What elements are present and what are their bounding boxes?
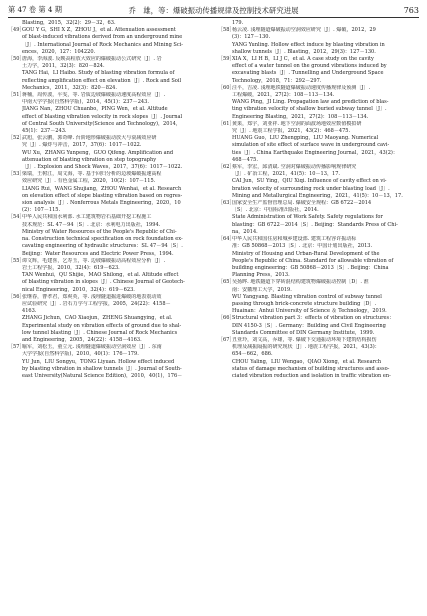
reference-entry	[218, 279, 419, 315]
reference-line: 654－662，686.	[232, 351, 273, 358]
reference-line: nical Engineering，2010，32(4)：619－623.	[22, 286, 135, 293]
reference-number: ［62］	[218, 164, 235, 171]
reference-number: ［49］	[8, 27, 25, 34]
reference-text	[22, 92, 209, 135]
reference-line: 国家安全生产监督管理总局. 爆破安全规程：GB 6722－2014	[232, 200, 372, 207]
reference-line: ［J］. 矿冶工程，2021，41(5)：10－13，17.	[232, 171, 341, 178]
reference-number: ［67］	[218, 336, 235, 343]
reference-line: 吴扬晔. 地铁隧道下穿砖混结构建筑物爆破振动控制［D］. 淮	[232, 279, 369, 286]
reference-line: 黄果，郑宇，刘亚祥. 地下空洞的面波场地效应数值模拟研	[232, 120, 362, 127]
reference-line: Engineering Blasting，2021，27(2)：108－113－134.	[232, 113, 369, 120]
reference-line: TANG Hai，LI Haibo. Study of blasting vibration formula of	[22, 70, 175, 77]
reference-line: Standards Committee of DIN Germany Institute，1999.	[232, 329, 375, 336]
reference-number: ［52］	[8, 135, 25, 142]
reference-text	[232, 121, 419, 164]
reference-line: 杨云凌. 浅埋隧道爆破振动空洞效应研究［J］. 爆破，2012，29	[232, 27, 376, 34]
reference-line: YU Jun，LIU Songyu，TONG Liyuan. Hollow effect induced	[22, 358, 175, 365]
reference-number: ［54］	[8, 214, 25, 221]
reference-number: ［56］	[8, 293, 25, 300]
reference-line: simulation of site effect of surface wave in underground cavi-	[232, 142, 390, 149]
page-number: 763	[403, 5, 419, 15]
reference-text	[232, 85, 419, 121]
reference-line: JIANG Nan，ZHOU Chuanbo，PING Wen，et al. Altitude	[22, 106, 168, 113]
reference-entry	[218, 121, 419, 164]
reference-line: GOU Y G，SHI X Z，ZHOU J，et al. Attenuation assessment	[22, 27, 176, 34]
reference-entry	[218, 164, 419, 200]
reference-entry	[8, 135, 209, 171]
reference-line: blasting：GB 6722－2014［S］. Beijing：Standards Press of Chi-	[232, 221, 398, 228]
reference-line: 究［J］. 地震工程学报，2021，43(2)：468－475.	[232, 128, 351, 135]
reference-number: ［50］	[8, 56, 25, 63]
reference-line: 45(1)：237－243.	[22, 128, 67, 135]
reference-line: east University(Natural Science Edition)，2010，40(1)，176－	[22, 372, 183, 379]
reference-entry	[218, 85, 419, 121]
reference-text	[22, 135, 209, 171]
reference-line: 唐海，李海波. 反映高程放大效应的爆破振动公式研究［J］. 岩	[22, 56, 162, 63]
reference-continuation: Blasting，2015，32(2)：29－32，63.	[22, 20, 116, 26]
reference-number: ［55］	[8, 257, 25, 264]
reference-line: status of damage mechanism of building structures and asso-	[232, 365, 390, 372]
reference-line: na，2014.	[232, 228, 258, 235]
reference-line: 中华人民共和国水利部. 水工建筑物岩石基础开挖工程施工	[22, 214, 152, 221]
running-title: 乔 雄，等：爆破振动传播规律及控制技术研究进展	[128, 5, 299, 15]
reference-line: 武旭，张云鹏，郭奇峰. 台阶地形爆破振动放大与衰减效应研	[22, 135, 157, 142]
reference-line: 南：安徽理工大学，2019.	[232, 286, 292, 293]
reference-line: 中南大学学报(自然科学版)，2014，45(1)：237－243.	[22, 99, 149, 106]
reference-line: 喻军，刘松玉，童立元. 浅埋隧道爆破振动空洞效应［J］. 东南	[22, 344, 162, 351]
reference-line: na. Construction technical specification on rock foundation ex-	[22, 236, 183, 243]
reference-number: ［58］	[218, 27, 235, 34]
reference-line: 汪平，吉凌. 浅埋地铁隧道爆破振动速度传播规律及预测［J］.	[232, 84, 371, 91]
reference-text	[232, 337, 419, 380]
reference-entry	[8, 56, 209, 92]
reference-text	[22, 171, 209, 214]
reference-line: ZHANG Jichun，CAO Xiaojun，ZHENG Shuangying，et al.	[22, 315, 173, 322]
reference-line: CHOU Yaling，LIU Wengao，QIAO Xiong，et al. Research	[232, 358, 382, 365]
reference-number: ［61］	[218, 120, 235, 127]
reference-line: (3)：127－130.	[232, 34, 271, 41]
reference-line: 中华人民共和国住房和城乡建设部. 建筑工程容许振动标	[232, 236, 357, 243]
reference-line: 蔡军，李宏，邱清斌. 空洞对爆破振动传播影响规律研究	[232, 164, 357, 171]
reference-line: effect of blasting vibration velocity in rock slopes［J］. Journal	[22, 113, 183, 120]
reference-line: 大学学报(自然科学版)，2010，40(1)：176－179.	[22, 351, 139, 358]
reference-entry	[8, 344, 209, 380]
reference-line: ting vibration velocity of shallow buried subway tunnel［J］.	[232, 106, 387, 113]
reference-line: 梁瑞，王树江，周文海，等. 基于回归分析的边坡爆破振速高程	[22, 171, 162, 178]
reference-line: YANG Yunling. Hollow effect induce by blasting vibration in	[232, 41, 385, 48]
reference-entry	[8, 171, 209, 214]
volume-issue: 第 47 卷 第 4 期	[8, 5, 62, 14]
reference-entry	[218, 200, 419, 236]
reference-text	[22, 214, 209, 257]
reference-line: Mechanics，2011，32(3)：820－824.	[22, 84, 117, 91]
reference-line: building engineering：GB 50868－2013［S］. Beijing：China	[232, 264, 389, 271]
reference-text	[22, 56, 209, 92]
reference-line: DIN 4150-3［S］. Germany：Building and Civil Engineering	[232, 322, 386, 329]
reference-text	[232, 200, 419, 236]
reference-line: 丑亚玲，刘文高，乔雄，等. 爆破下交通振动环境下建筑结构损伤	[232, 336, 377, 343]
reference-line: of blasting vibration in slopes［J］. Chinese Journal of Geotech-	[22, 279, 185, 286]
reference-number: ［53］	[8, 171, 25, 178]
reference-line: ［J］. International Journal of Rock Mechanics and Mining Sci-	[22, 41, 184, 48]
left-column	[8, 20, 209, 380]
reference-line: reflecting amplification effect on elevation［J］. Rock and Soil	[22, 77, 182, 84]
reference-line: 技术规范：SL 47－94［S］. 北京：水利电力出版社，1994.	[22, 221, 161, 228]
reference-line: Huainan：Anhui University of Science ＆ Technology，2019.	[232, 308, 387, 315]
reference-text	[22, 344, 209, 380]
reference-line: (2)：107－115.	[22, 207, 61, 214]
reference-text	[232, 279, 419, 315]
reference-line: bration velocity of surrounding rock under blasting load［J］.	[232, 185, 390, 192]
reference-line: 岩土工程学报，2010，32(4)：619－623.	[22, 264, 120, 271]
reference-text	[232, 164, 419, 200]
reference-line: shallow tunnels［J］. Blasting，2012，29(3)：127－130.	[232, 48, 376, 55]
reference-number: ［57］	[8, 344, 25, 351]
reference-entry	[218, 56, 419, 85]
reference-line: of Central South University(Science and Technology)，2014，	[22, 120, 181, 127]
reference-line: 工程爆破，2021，27(2)：108－113－134.	[232, 92, 335, 99]
reference-entry	[8, 214, 209, 257]
reference-line: TAN Wenhui，QU Shijie，MAO Shilong，et al. Altitude effect	[22, 272, 179, 279]
reference-line: People's Republic of China. Standard for allowable vibration of	[232, 257, 394, 264]
reference-number: ［65］	[218, 279, 235, 286]
reference-line: and Engineering，2005，24(22)：4158－4163.	[22, 336, 142, 343]
reference-entry	[218, 337, 419, 380]
reference-text	[22, 258, 209, 294]
reference-line: ciated vibration reduction and isolation in traffic vibration en-	[232, 372, 391, 379]
reference-line: XIA X，LI H B，LI J C，et al. A case study on the cavity	[232, 56, 374, 63]
reference-number: ［66］	[218, 315, 235, 322]
reference-line: ［J］. Explosion and Shock Waves，2017，37(6)：1017－1022.	[22, 164, 183, 171]
reference-line: WU Xu，ZHANG Yunpeng，GUO Qifeng. Amplification and	[22, 149, 174, 156]
reference-line: Beijing：Water Resources and Electric Power Press，1994.	[22, 250, 174, 257]
reference-line: 468－475.	[232, 156, 258, 163]
reference-text	[232, 56, 419, 85]
reference-line: sion analysis［J］. Nonferrous Metals Engineering，2020，10	[22, 200, 181, 207]
reference-line: 效应研究［J］. 有色金属工程，2020，10(2)：107－115.	[22, 178, 156, 185]
reference-number: ［59］	[218, 56, 235, 63]
reference-line: CAI Jun，SU Ying，QIU Xiqi. Influence of cavity effect on vi-	[232, 178, 387, 185]
reference-line: cavating engineering of hydraulic structures：SL 47－94［S］.	[22, 243, 183, 250]
reference-line: 张继春，曹孝君，郑爽英，等. 浅埋隧道掘进爆破的地表震动效	[22, 293, 162, 300]
reference-line: Experimental study on vibration effects of ground due to shal-	[22, 322, 182, 329]
reference-line: WANG Ping，JI Ling. Propagation law and prediction of blas-	[232, 99, 389, 106]
reference-entry	[8, 27, 209, 56]
reference-line: State Administration of Work Safety. Safety regulations for	[232, 214, 383, 221]
reference-entry	[218, 27, 419, 56]
reference-line: Mining and Metallurgical Engineering，2021，41(5)：10－13，17.	[232, 192, 403, 199]
reference-text	[22, 27, 209, 56]
reference-entry	[8, 294, 209, 344]
reference-line: LIANG Rui，WANG Shujiang，ZHOU Wenhai，et al. Research	[22, 185, 182, 192]
reference-entry	[8, 258, 209, 294]
reference-line: 究［J］. 爆炸与冲击，2017，37(6)：1017－1022.	[22, 142, 142, 149]
reference-line: Ministry of Housing and Urban-Rural Development of the	[232, 250, 380, 257]
reference-line: ties［J］. China Earthquake Engineering Journal，2021，43(2)：	[232, 149, 398, 156]
reference-line: 4163.	[22, 308, 37, 315]
reference-line: 蒋楠，周传波，平雯，等. 岩质边坡爆破振动速度高程效应［J］.	[22, 92, 166, 99]
reference-line: excavating blasts［J］. Tunnelling and Underground Space	[232, 70, 384, 77]
reference-entry	[218, 315, 419, 337]
reference-line: 谭文辉，毛建喜，乞寿玉，等. 边坡爆破振动高程效应分析［J］.	[22, 257, 166, 264]
reference-line: Technology，2018，71：292－297.	[232, 77, 322, 84]
reference-line: HUANG Guo，LIU Zhengping，LIU Maoyang. Numerical	[232, 135, 379, 142]
reference-line: 土力学，2011，32(3)：820－824.	[22, 63, 105, 70]
reference-line: Planning Press，2013.	[232, 272, 290, 279]
reference-text	[232, 315, 419, 337]
reference-continuation: 179.	[232, 20, 244, 26]
reference-line: on elevation effect of slope blasting vibration based on regres-	[22, 192, 183, 199]
reference-entry	[218, 236, 419, 279]
reference-line: attenuation of blasting vibration on step topography	[22, 156, 157, 163]
reference-number: ［51］	[8, 92, 25, 99]
reference-line: by blasting vibration in shallow tunnels［J］. Journal of South-	[22, 365, 182, 372]
reference-number: ［63］	[218, 200, 235, 207]
reference-line: 准：GB 50868－2013［S］. 北京：中国计划出版社，2013.	[232, 243, 373, 250]
reference-number: ［64］	[218, 236, 235, 243]
reference-line: passing through brick-concrete structure building［D］.	[232, 300, 377, 307]
reference-entry	[8, 92, 209, 135]
reference-line: ［S］. 北京：中国标准出版社，2014.	[232, 207, 319, 214]
reference-line: low tunnel blasting［J］. Chinese Journal of Rock Mechanics	[22, 329, 178, 336]
reference-line: 应试验研究［J］. 岩石力学与工程学报，2005，24(22)：4158－	[22, 300, 171, 307]
reference-line: 机理及减振隔振的研究现状［J］. 地震工程学报，2021，43(3)：	[232, 344, 380, 351]
running-header	[8, 3, 419, 18]
reference-line: Ministry of Water Resources of the People's Republic of Chi-	[22, 228, 177, 235]
reference-line: Structural vibration part 3：effects of vibration on structures：	[232, 315, 395, 322]
reference-text	[232, 236, 419, 279]
reference-line: effect of a water tunnel on the ground vibrations induced by	[232, 63, 387, 70]
reference-text	[22, 294, 209, 344]
reference-line: WU Yangyang. Blasting vibration control of subway tunnel	[232, 293, 382, 300]
reference-line: ences，2020，127：104220.	[22, 48, 96, 55]
reference-number: ［60］	[218, 84, 235, 91]
reference-line: of blast-induced vibrations derived from an underground mine	[22, 34, 183, 41]
right-column	[218, 20, 419, 380]
reference-text	[232, 27, 419, 56]
